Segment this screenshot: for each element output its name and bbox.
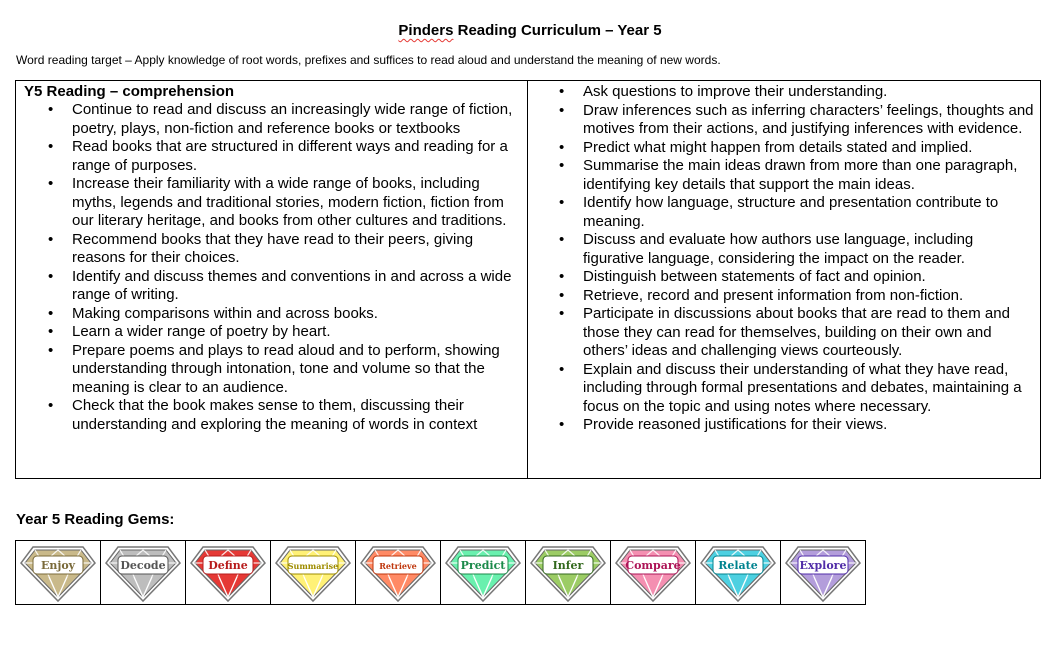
gem-enjoy-icon [19, 543, 97, 603]
gem-label: Retrieve [379, 560, 417, 571]
list-item: • Continue to read and discuss an increasingly wide range of fiction, poetry, plays, non-fiction and reference books or textbooks [24, 101, 521, 138]
gem-cell [441, 541, 526, 605]
list-item: • Participate in discussions about books that are read to them and those they can read for themselves, building on their own and others’ ideas and challenging views courteously. [536, 305, 1034, 361]
gem-retrieve-icon [359, 543, 437, 603]
gem-label: Infer [552, 558, 584, 572]
gem-cell [356, 541, 441, 605]
gem-compare-icon [614, 543, 692, 603]
list-item: • Draw inferences such as inferring characters’ feelings, thoughts and motives from their actions, and justifying inferences with evidence. [536, 102, 1034, 139]
gem-cell [526, 541, 611, 605]
comprehension-heading: Y5 Reading – comprehension [24, 83, 235, 100]
list-item: • Provide reasoned justifications for their views. [536, 416, 1034, 435]
comprehension-left-list [24, 101, 521, 434]
list-item: • Read books that are structured in different ways and reading for a range of purposes. [24, 138, 521, 175]
gem-cell [611, 541, 696, 605]
title-rest: Reading Curriculum – Year 5 [453, 22, 662, 39]
list-item: • Increase their familiarity with a wide range of books, including myths, legends and traditional stories, modern fiction, fiction from our literary heritage, and books from other cultures and traditions. [24, 175, 521, 231]
list-item: • Summarise the main ideas drawn from more than one paragraph, identifying key details that support the main ideas. [536, 157, 1034, 194]
gem-label: Define [208, 558, 248, 572]
gem-cell [16, 541, 101, 605]
comprehension-left-cell [16, 81, 528, 479]
gem-define-icon [189, 543, 267, 603]
list-item: • Identify how language, structure and presentation contribute to meaning. [536, 194, 1034, 231]
list-item: • Prepare poems and plays to read aloud and to perform, showing understanding through intonation, tone and volume so that the meaning is clear to an audience. [24, 342, 521, 398]
list-item: • Making comparisons within and across books. [24, 305, 521, 324]
reading-gems-heading: Year 5 Reading Gems: [16, 511, 175, 528]
gem-explore-icon [784, 543, 862, 603]
comprehension-right-cell [528, 81, 1041, 479]
word-reading-target: Word reading target – Apply knowledge of root words, prefixes and suffices to read aloud and understand the meaning of new words. [16, 53, 721, 67]
list-item: • Predict what might happen from details stated and implied. [536, 139, 1034, 158]
gem-label: Explore [799, 558, 847, 572]
gem-label: Decode [120, 558, 166, 572]
gem-cell [271, 541, 356, 605]
comprehension-right-list [536, 83, 1034, 435]
gem-predict-icon [444, 543, 522, 603]
comprehension-table [15, 80, 1041, 479]
gem-label: Relate [718, 558, 758, 572]
gem-label: Compare [625, 558, 681, 572]
list-item: • Identify and discuss themes and conventions in and across a wide range of writing. [24, 268, 521, 305]
gem-relate-icon [699, 543, 777, 603]
page-title [0, 22, 1060, 39]
list-item: • Ask questions to improve their understanding. [536, 83, 1034, 102]
reading-gems-table [15, 540, 866, 605]
gem-summarise-icon [274, 543, 352, 603]
gem-label: Predict [460, 558, 506, 572]
title-school-name: Pinders [398, 22, 454, 39]
gem-infer-icon [529, 543, 607, 603]
list-item: • Check that the book makes sense to them, discussing their understanding and exploring the meaning of words in context [24, 397, 521, 434]
list-item: • Distinguish between statements of fact and opinion. [536, 268, 1034, 287]
gem-cell [186, 541, 271, 605]
gem-cell [781, 541, 866, 605]
gem-cell [696, 541, 781, 605]
gem-label: Summarise [287, 560, 339, 571]
gem-decode-icon [104, 543, 182, 603]
list-item: • Learn a wider range of poetry by heart. [24, 323, 521, 342]
list-item: • Explain and discuss their understanding of what they have read, including through formal presentations and debates, maintaining a focus on the topic and using notes where necessary. [536, 361, 1034, 417]
list-item: • Retrieve, record and present information from non-fiction. [536, 287, 1034, 306]
list-item: • Recommend books that they have read to their peers, giving reasons for their choices. [24, 231, 521, 268]
gem-cell [101, 541, 186, 605]
list-item: • Discuss and evaluate how authors use language, including figurative language, considering the impact on the reader. [536, 231, 1034, 268]
gem-label: Enjoy [40, 558, 76, 572]
